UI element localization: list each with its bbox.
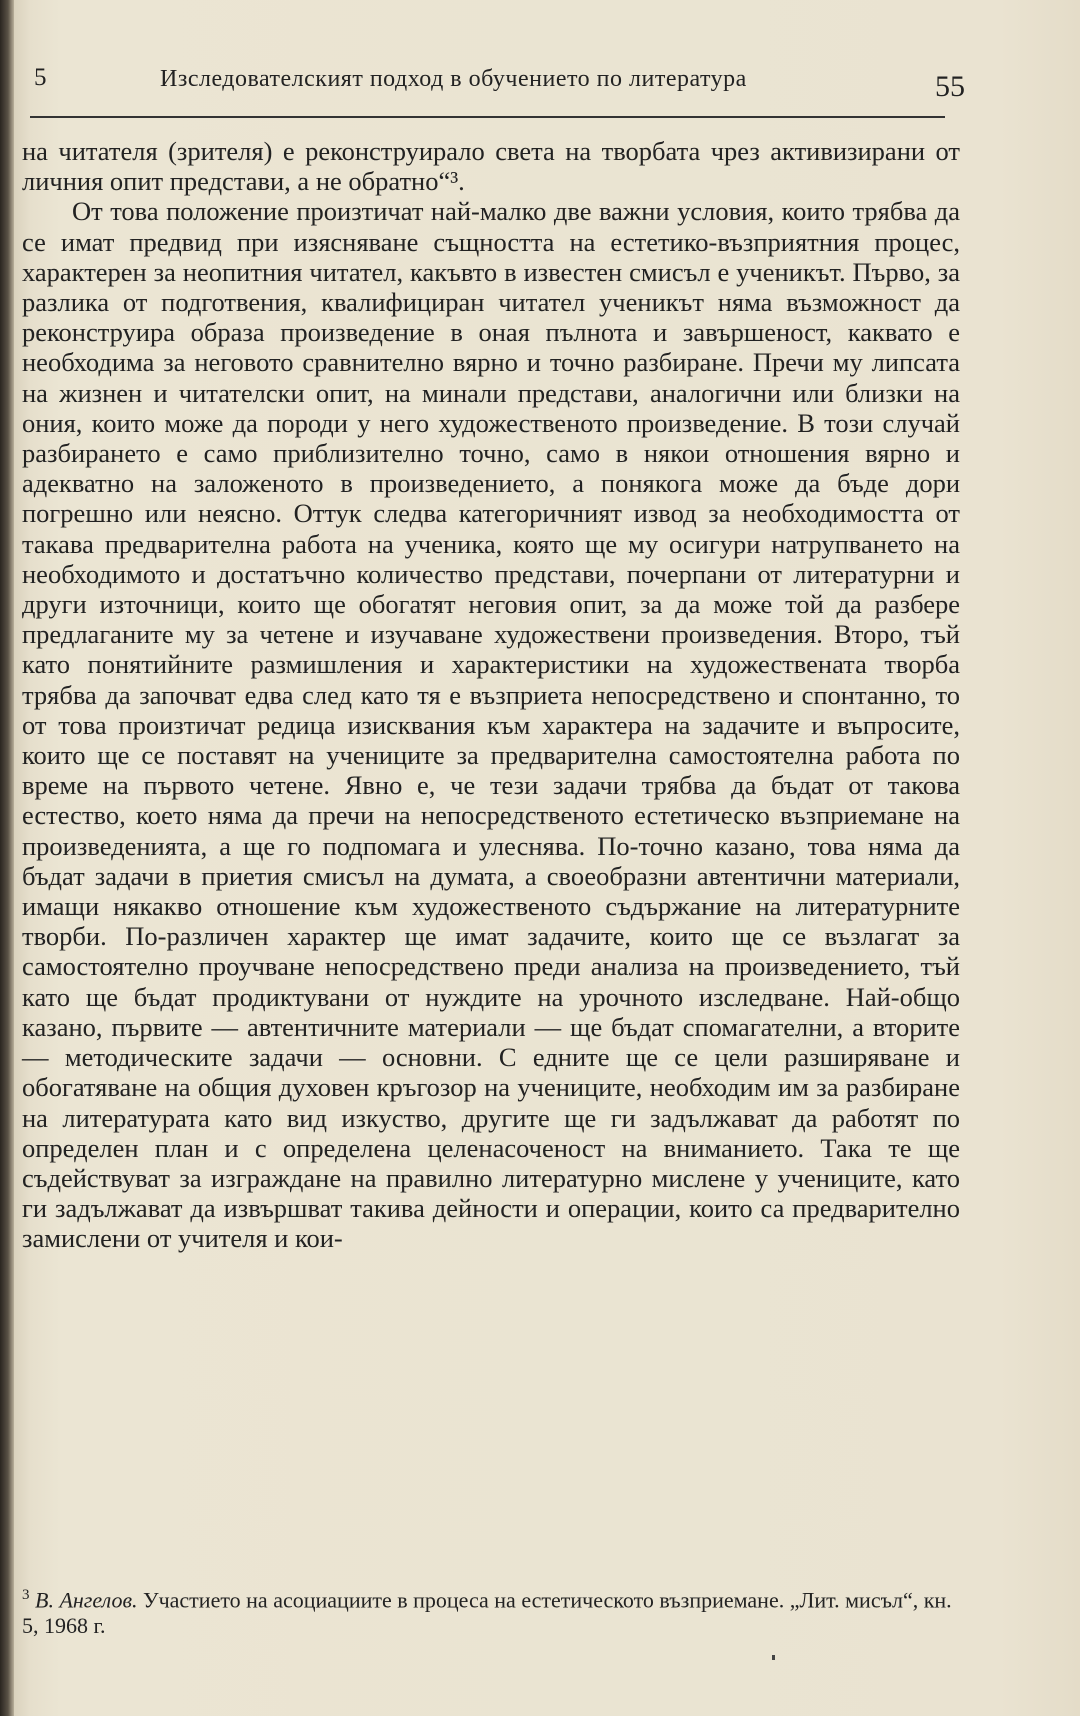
paragraph-1: на читателя (зрителя) е реконструирало света на творбата чрез активизирани от личния опит представи, а не обратно“³.: [22, 136, 960, 197]
page-header: [30, 60, 965, 110]
footnote-mark: 3: [22, 1587, 30, 1603]
print-speck: [772, 1655, 775, 1660]
footnote-text: Участието на асоциациите в процеса на естетическото възприемане. „Лит. мисъл“, кн. 5, 1968 г.: [22, 1587, 952, 1639]
footnote-author: В. Ангелов.: [35, 1587, 138, 1613]
body-text: [22, 136, 960, 1254]
book-binding-edge: [0, 0, 14, 1716]
running-title: Изследователският подход в обучението по литература: [160, 66, 747, 92]
footnote: [22, 1582, 960, 1639]
paragraph-2: От това положение произтичат най-малко две важни условия, които трябва да се имат предвид при изясняване същността на естетико-възприятния процес, характерен за неопитния читател, какъвто в известен смисъл е ученикът. Първо, за разлика от подготвения, квалифициран читател ученикът няма възможност да реконструира образа произведение в оная пълнота и завършеност, каквато е необходима за неговото сравнително вярно и точно разбиране. Пречи му липсата на жизнен и читателски опит, на минали представи, аналогични или близки на ония, които може да породи у него художественото произведение. В този случай разбирането е само приблизително точно, само в някои отношения вярно и адекватно на заложеното в произведението, а понякога може да бъде дори погрешно или неясно. Оттук следва категоричният извод за необходимостта от такава предварителна работа на ученика, която ще му осигури натрупването на необходимото и достатъчно количество представи, почерпани от литературни и други източници, които ще обогатят неговия опит, за да може той да разбере предлаганите му за четене и изучаване художествени произведения. Второ, тъй като понятийните размишления и характеристики на художествената творба трябва да започват едва след като тя е възприета непосредствено и спонтанно, то от това произтичат редица изисквания към характера на задачите и въпросите, които ще се поставят на учениците за предварителна самостоятелна работа по време на първото четене. Явно е, че тези задачи трябва да бъдат от такова естество, което няма да пречи на непосредственото естетическо възприемане на произведенията, а ще го подпомага и улеснява. По-точно казано, това няма да бъдат задачи в приетия смисъл на думата, а своеобразни автентични материали, имащи някакво отношение към художественото съдържание на литературните творби. По-различен характер ще имат задачите, които ще се възлагат за самостоятелно проучване непосредствено преди анализа на произведението, тъй като ще бъдат продиктувани от нуждите на урочното изследване. Най-общо казано, първите — автентичните материали — ще бъдат спомагателни, а вторите — методическите задачи — основни. С едните ще се цели разширяване и обогатяване на общия духовен кръгозор на учениците, необходим им за разбиране на литературата като вид изкуство, другите ще ги задължават да работят по определен план и с определена целенасоченост на вниманието. Така те ще съдействуват за изграждане на правилно литературно мислене у учениците, като ги задължават да извършват такива дейности и операции, които са предварително замислени от учителя и кои-: [22, 196, 960, 1254]
header-divider: [30, 116, 945, 118]
section-number: 5: [34, 64, 47, 91]
page-number: 55: [935, 70, 965, 103]
